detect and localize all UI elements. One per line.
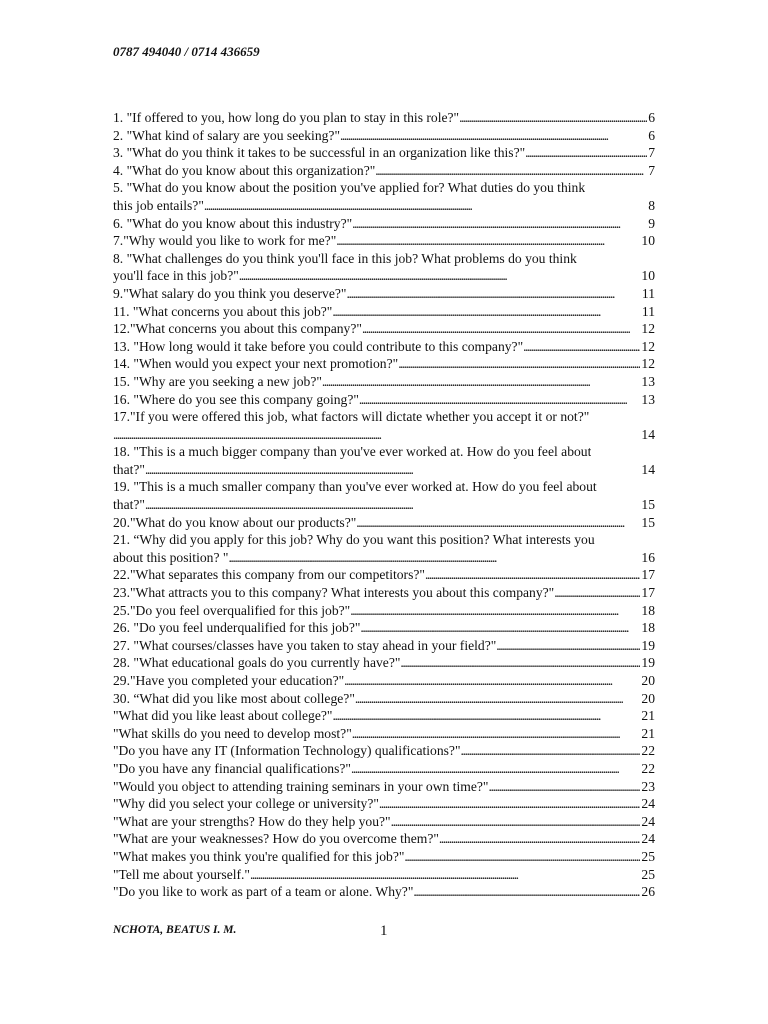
dot-leader bbox=[459, 109, 647, 127]
toc-entry-line bbox=[113, 320, 655, 338]
toc-entry[interactable] bbox=[113, 232, 655, 250]
toc-entry-line bbox=[113, 795, 655, 813]
toc-entry-text: 27. "What courses/classes have you taken to stay ahead in your field?" bbox=[113, 637, 497, 653]
toc-entry-line bbox=[113, 514, 655, 532]
toc-entry-text: "Do you have any IT (Information Technology) qualifications?" bbox=[113, 743, 461, 759]
dot-leader bbox=[379, 795, 640, 813]
toc-entry-line bbox=[113, 179, 655, 197]
toc-entry-text: this job entails?" bbox=[113, 197, 204, 213]
toc-entry[interactable] bbox=[113, 355, 655, 373]
toc-entry-line bbox=[113, 127, 655, 145]
toc-page-number: 6 bbox=[648, 110, 655, 125]
toc-entry-text: "Why did you select your college or university?" bbox=[113, 796, 379, 812]
toc-entry[interactable] bbox=[113, 514, 655, 532]
toc-entry[interactable] bbox=[113, 778, 655, 796]
toc-entry[interactable] bbox=[113, 250, 655, 285]
toc-entry-line bbox=[113, 672, 655, 690]
toc-entry-text: 3. "What do you think it takes to be successful in an organization like this?" bbox=[113, 145, 526, 161]
dot-leader bbox=[352, 215, 647, 233]
dot-leader bbox=[391, 813, 641, 831]
toc-entry[interactable] bbox=[113, 866, 655, 884]
toc-entry[interactable] bbox=[113, 760, 655, 778]
dot-leader bbox=[113, 426, 640, 444]
toc-entry[interactable] bbox=[113, 707, 655, 725]
toc-page-number: 20 bbox=[641, 690, 655, 706]
toc-entry-line bbox=[113, 232, 655, 250]
dot-leader bbox=[404, 848, 640, 866]
toc-entry-text: 26. "Do you feel underqualified for this job?" bbox=[113, 620, 361, 636]
toc-page-number: 26 bbox=[641, 884, 655, 900]
toc-entry-line bbox=[113, 355, 655, 373]
toc-entry[interactable] bbox=[113, 391, 655, 409]
toc-page-number: 19 bbox=[641, 655, 655, 671]
toc-page-number: 24 bbox=[641, 831, 655, 847]
toc-entry[interactable] bbox=[113, 285, 655, 303]
table-of-contents bbox=[113, 109, 655, 901]
footer-author: NCHOTA, BEATUS I. M. bbox=[113, 924, 237, 936]
toc-page-number: 15 bbox=[641, 497, 655, 513]
toc-entry-line bbox=[113, 707, 655, 725]
toc-entry[interactable] bbox=[113, 813, 655, 831]
footer-page-number: 1 bbox=[380, 923, 388, 939]
toc-entry-text: 13. "How long would it take before you could contribute to this company?" bbox=[113, 338, 524, 354]
toc-page-number: 10 bbox=[641, 233, 655, 249]
toc-entry-text: you'll face in this job?" bbox=[113, 268, 239, 284]
toc-entry-line bbox=[113, 866, 655, 884]
toc-entry[interactable] bbox=[113, 144, 655, 162]
toc-entry[interactable] bbox=[113, 725, 655, 743]
toc-page-number: 22 bbox=[641, 760, 655, 776]
toc-page-number: 25 bbox=[641, 848, 655, 864]
toc-entry-line bbox=[113, 619, 655, 637]
toc-page-number: 11 bbox=[641, 303, 655, 319]
dot-leader bbox=[145, 461, 640, 479]
toc-entry[interactable] bbox=[113, 303, 655, 321]
dot-leader bbox=[332, 707, 640, 725]
toc-entry-line bbox=[113, 197, 655, 215]
toc-entry-text: 2. "What kind of salary are you seeking?" bbox=[113, 127, 341, 143]
toc-entry[interactable] bbox=[113, 672, 655, 690]
toc-entry-line bbox=[113, 654, 655, 672]
toc-entry-line bbox=[113, 443, 655, 461]
toc-page-number: 14 bbox=[641, 426, 655, 442]
toc-page-number: 17 bbox=[641, 585, 655, 601]
toc-entry[interactable] bbox=[113, 795, 655, 813]
toc-entry-text: 30. “What did you like most about college?" bbox=[113, 690, 355, 706]
toc-entry[interactable] bbox=[113, 320, 655, 338]
toc-entry-line bbox=[113, 813, 655, 831]
dot-leader bbox=[355, 690, 641, 708]
toc-entry-line bbox=[113, 742, 655, 760]
toc-entry[interactable] bbox=[113, 690, 655, 708]
dot-leader bbox=[239, 267, 641, 285]
toc-entry-line bbox=[113, 338, 655, 356]
toc-entry[interactable] bbox=[113, 602, 655, 620]
toc-entry-text: 20."What do you know about our products?" bbox=[113, 514, 357, 530]
toc-entry-text: 21. “Why did you apply for this job? Why do you want this position? What interests you bbox=[113, 532, 595, 548]
toc-page-number: 12 bbox=[641, 321, 655, 337]
dot-leader bbox=[375, 162, 647, 180]
toc-entry-text: "Would you object to attending training seminars in your own time?" bbox=[113, 778, 489, 794]
toc-page-number: 15 bbox=[641, 514, 655, 530]
toc-entry-text: "What skills do you need to develop most?" bbox=[113, 725, 352, 741]
toc-entry[interactable] bbox=[113, 338, 655, 356]
toc-entry-line bbox=[113, 725, 655, 743]
toc-entry-line bbox=[113, 303, 655, 321]
toc-entry-text: 16. "Where do you see this company going?" bbox=[113, 391, 359, 407]
toc-entry[interactable] bbox=[113, 830, 655, 848]
toc-entry[interactable] bbox=[113, 619, 655, 637]
dot-leader bbox=[204, 197, 647, 215]
toc-entry-text: 17."If you were offered this job, what factors will dictate whether you accept it or not?" bbox=[113, 409, 590, 425]
toc-entry-text: "What makes you think you're qualified for this job?" bbox=[113, 848, 405, 864]
toc-entry-text: "What are your weaknesses? How do you overcome them?" bbox=[113, 831, 439, 847]
toc-entry-line bbox=[113, 215, 655, 233]
toc-page-number: 11 bbox=[641, 285, 655, 301]
toc-entry-text: 9."What salary do you think you deserve?" bbox=[113, 285, 347, 301]
toc-entry[interactable] bbox=[113, 531, 655, 566]
toc-entry-text: "What did you like least about college?" bbox=[113, 708, 333, 724]
toc-entry[interactable] bbox=[113, 162, 655, 180]
dot-leader bbox=[362, 320, 640, 338]
toc-entry[interactable] bbox=[113, 373, 655, 391]
toc-page-number: 18 bbox=[641, 602, 655, 618]
dot-leader bbox=[439, 830, 641, 848]
toc-entry-text: 22."What separates this company from our competitors?" bbox=[113, 567, 425, 583]
dot-leader bbox=[359, 391, 640, 409]
toc-entry-text: "Do you have any financial qualifications?" bbox=[113, 760, 351, 776]
dot-leader bbox=[413, 883, 640, 901]
toc-entry-text: 6. "What do you know about this industry?" bbox=[113, 215, 353, 231]
toc-page-number: 20 bbox=[641, 673, 655, 688]
toc-page-number: 9 bbox=[648, 215, 655, 231]
toc-page-number: 8 bbox=[648, 197, 655, 213]
toc-entry-text: 29."Have you completed your education?" bbox=[113, 673, 345, 688]
dot-leader bbox=[352, 725, 641, 743]
dot-leader bbox=[356, 514, 640, 532]
dot-leader bbox=[351, 760, 640, 778]
dot-leader bbox=[525, 144, 647, 162]
toc-entry-line bbox=[113, 426, 655, 444]
toc-entry[interactable] bbox=[113, 883, 655, 901]
dot-leader bbox=[322, 373, 641, 391]
dot-leader bbox=[332, 303, 641, 321]
toc-entry-line bbox=[113, 584, 655, 602]
toc-entry-line bbox=[113, 637, 655, 655]
toc-entry-text: that?" bbox=[113, 461, 145, 477]
toc-entry[interactable] bbox=[113, 584, 655, 602]
header-phone-numbers: 0787 494040 / 0714 436659 bbox=[113, 44, 260, 59]
toc-entry-line bbox=[113, 408, 655, 426]
dot-leader bbox=[488, 778, 640, 796]
toc-page-number: 13 bbox=[641, 373, 655, 389]
toc-entry-line bbox=[113, 250, 655, 268]
toc-entry-text: 19. "This is a much smaller company than you've ever worked at. How do you feel about bbox=[113, 479, 597, 495]
toc-page-number: 17 bbox=[641, 567, 655, 583]
toc-entry-line bbox=[113, 144, 655, 162]
toc-entry-text: 25."Do you feel overqualified for this job?" bbox=[113, 602, 351, 618]
toc-page-number: 7 bbox=[648, 162, 655, 178]
toc-entry[interactable] bbox=[113, 654, 655, 672]
toc-entry[interactable] bbox=[113, 848, 655, 866]
toc-entry-line bbox=[113, 267, 655, 285]
toc-entry-text: 23."What attracts you to this company? What interests you about this company?" bbox=[113, 585, 555, 601]
dot-leader bbox=[346, 285, 640, 303]
toc-entry[interactable] bbox=[113, 127, 655, 145]
toc-entry-text: 1. "If offered to you, how long do you plan to stay in this role?" bbox=[113, 110, 460, 125]
toc-entry-text: 4. "What do you know about this organization?" bbox=[113, 162, 376, 178]
toc-page-number: 12 bbox=[641, 356, 655, 372]
toc-entry-line bbox=[113, 566, 655, 584]
toc-entry-line bbox=[113, 883, 655, 901]
toc-page-number: 18 bbox=[641, 620, 655, 636]
toc-page-number: 16 bbox=[641, 549, 655, 565]
dot-leader bbox=[496, 637, 640, 655]
dot-leader bbox=[523, 338, 640, 356]
toc-entry-text: 18. "This is a much bigger company than you've ever worked at. How do you feel about bbox=[113, 444, 592, 460]
toc-page-number: 14 bbox=[641, 461, 655, 477]
toc-entry-text: 28. "What educational goals do you currently have?" bbox=[113, 655, 401, 671]
dot-leader bbox=[228, 549, 640, 567]
dot-leader bbox=[360, 619, 640, 637]
toc-entry-line bbox=[113, 391, 655, 409]
toc-entry-line bbox=[113, 478, 655, 496]
dot-leader bbox=[344, 672, 640, 690]
toc-entry-line bbox=[113, 496, 655, 514]
dot-leader bbox=[340, 127, 647, 145]
toc-page-number: 24 bbox=[641, 813, 655, 829]
toc-entry-text: 12."What concerns you about this company?" bbox=[113, 321, 362, 337]
dot-leader bbox=[461, 742, 641, 760]
dot-leader bbox=[400, 654, 640, 672]
toc-entry-text: 11. "What concerns you about this job?" bbox=[113, 303, 333, 319]
toc-entry[interactable] bbox=[113, 637, 655, 655]
toc-entry[interactable] bbox=[113, 478, 655, 513]
dot-leader bbox=[145, 496, 640, 514]
toc-page-number: 21 bbox=[641, 708, 655, 724]
toc-entry-text: 14. "When would you expect your next promotion?" bbox=[113, 356, 399, 372]
toc-page-number: 22 bbox=[641, 743, 655, 759]
toc-entry-line bbox=[113, 109, 655, 127]
toc-page-number: 7 bbox=[648, 145, 655, 161]
toc-page-number: 12 bbox=[641, 338, 655, 354]
dot-leader bbox=[336, 232, 640, 250]
toc-entry-text: "What are your strengths? How do they help you?" bbox=[113, 813, 391, 829]
toc-entry[interactable] bbox=[113, 566, 655, 584]
toc-entry-line bbox=[113, 690, 655, 708]
toc-entry[interactable] bbox=[113, 179, 655, 214]
toc-entry[interactable] bbox=[113, 408, 655, 443]
toc-entry[interactable] bbox=[113, 443, 655, 478]
toc-entry[interactable] bbox=[113, 109, 655, 127]
toc-entry-line bbox=[113, 602, 655, 620]
toc-entry-line bbox=[113, 162, 655, 180]
dot-leader bbox=[425, 566, 640, 584]
toc-entry-line bbox=[113, 531, 655, 549]
toc-entry-line bbox=[113, 549, 655, 567]
toc-entry-line bbox=[113, 285, 655, 303]
toc-page-number: 23 bbox=[641, 778, 655, 794]
toc-entry-text: 8. "What challenges do you think you'll face in this job? What problems do you think bbox=[113, 250, 577, 266]
toc-entry-text: 15. "Why are you seeking a new job?" bbox=[113, 373, 322, 389]
dot-leader bbox=[250, 866, 640, 884]
toc-entry-text: 5. "What do you know about the position you've applied for? What duties do you think bbox=[113, 180, 586, 196]
toc-page-number: 19 bbox=[641, 637, 655, 653]
toc-page-number: 21 bbox=[641, 725, 655, 741]
dot-leader bbox=[350, 602, 640, 620]
toc-entry-text: "Do you like to work as part of a team or alone. Why?" bbox=[113, 884, 414, 900]
dot-leader bbox=[554, 584, 640, 602]
toc-page-number: 6 bbox=[648, 127, 655, 143]
toc-page-number: 24 bbox=[641, 796, 655, 812]
toc-entry[interactable] bbox=[113, 742, 655, 760]
toc-entry-text: that?" bbox=[113, 497, 145, 513]
toc-entry-text: about this position? " bbox=[113, 549, 229, 565]
toc-page-number: 13 bbox=[641, 391, 655, 407]
toc-entry-line bbox=[113, 778, 655, 796]
toc-entry[interactable] bbox=[113, 215, 655, 233]
toc-entry-line bbox=[113, 461, 655, 479]
toc-entry-text: "Tell me about yourself." bbox=[113, 866, 250, 882]
toc-page-number: 25 bbox=[641, 866, 655, 882]
toc-entry-line bbox=[113, 760, 655, 778]
toc-entry-line bbox=[113, 373, 655, 391]
toc-entry-text: 7."Why would you like to work for me?" bbox=[113, 233, 337, 249]
dot-leader bbox=[398, 355, 640, 373]
toc-page-number: 10 bbox=[641, 268, 655, 284]
toc-entry-line bbox=[113, 848, 655, 866]
toc-entry-line bbox=[113, 830, 655, 848]
